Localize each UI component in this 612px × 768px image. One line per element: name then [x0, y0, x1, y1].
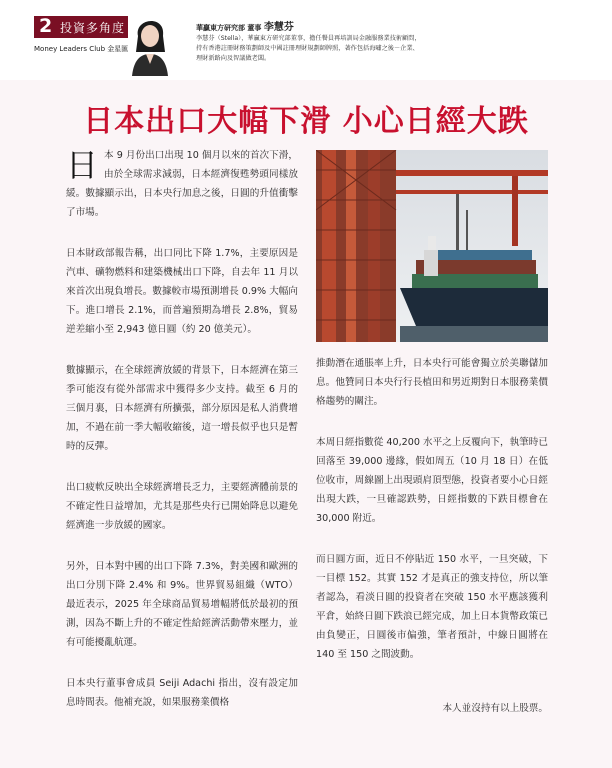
paragraph: 而日圓方面，近日不停貼近 150 水平，一旦突破，下一目標 152。其實 152 才是真正的強支持位，所以筆者認為，看淡日圓的投資者在突破 150 水平應該獲利平倉，始終日圓下跌浪已經完成，加上日本貨幣政策已由負變正，日圓後市偏強，筆者預計，中線日圓將在 140 至 150 之間波動。	[316, 554, 548, 660]
paragraph: 日本 9 月份出口出現 10 個月以來的首次下滑，由於全球需求減弱，日本經濟復甦勢頭同樣放緩。數據顯示出，日本央行加息之後，日圓的升值衝擊了市場。	[66, 146, 298, 218]
paragraph: 日本央行董事會成員 Seiji Adachi 指出，沒有設定加息時間表。他補充說，如果服務業價格	[66, 678, 298, 708]
column-name: 投資多角度	[60, 21, 126, 35]
author-line	[196, 18, 294, 33]
page-header	[0, 0, 612, 80]
drop-cap: 日	[66, 146, 99, 184]
author-name: 李慧芬	[263, 22, 294, 33]
author-photo	[128, 8, 172, 76]
club-name: Money Leaders Club 金星匯	[34, 45, 129, 53]
author-bio: 李慧芬（Stella），華贏東方研究部董事，擔任餐員再培訓局金融服務業技術顧問，持有香港註冊財務策劃師及中國註冊理財規劃師牌照，著作包括海嘯之後－企業、理財新路向及智議做老闆。	[196, 35, 421, 62]
column-tag	[34, 16, 128, 38]
column-number: 2	[39, 15, 53, 37]
paragraph: 本周日經指數從 40,200 水平之上反覆向下，執筆時已回落至 39,000 邊緣，假如周五（10 月 18 日）在低位收市，周線圖上出現頭肩頂型態，投資者要小心日經出現大跌，一旦確認跌勢，日經指數的下跌目標會在 30,000 附近。	[316, 437, 548, 524]
paragraph: 推動潛在通脹率上升，日本央行可能會獨立於美聯儲加息。他贊同日本央行行長植田和男近期對日本服務業價格趨勢的關注。	[316, 358, 548, 407]
paragraph: 數據顯示，在全球經濟放緩的背景下，日本經濟在第三季可能沒有從外部需求中獲得多少支持。截至 6 月的三個月裏，日本經濟有所擴張，部分原因是私人消費增加，不過在前一季大幅收縮後，這一增長似乎也只是暫時的反彈。	[66, 365, 298, 452]
left-column	[66, 146, 298, 734]
paragraph: 出口疲軟反映出全球經濟增長乏力，主要經濟體前景的不確定性日益增加，尤其是那些央行已開始降息以避免經濟進一步放緩的國家。	[66, 482, 298, 531]
disclaimer: 本人並沒持有以上股票。	[442, 703, 548, 714]
article-headline: 日本出口大幅下滑 小心日經大跌	[83, 104, 529, 139]
port-cargo-ship-photo	[316, 150, 548, 342]
paragraph: 日本財政部報告稱，出口同比下降 1.7%，主要原因是汽車、礦物燃料和建築機械出口下降，自去年 11 月以來首次出現負增長。數據較市場預測增長 0.9% 大幅向下。進口增長 2.1%，而普遍預期為增長 2.8%，貿易逆差縮小至 2,943 億日圓（約 20 億美元）。	[66, 248, 298, 335]
paragraph: 另外，日本對中國的出口下降 7.3%，對美國和歐洲的出口分別下降 2.4% 和 9%。世界貿易組織（WTO）最近表示，2025 年全球商品貿易增幅將低於最初的預測，因為不斷上升的不確定性給經濟活動帶來壓力，並有可能擾亂航運。	[66, 561, 298, 648]
right-column	[316, 354, 548, 686]
author-affiliation: 華贏東方研究部 董事	[196, 24, 262, 32]
